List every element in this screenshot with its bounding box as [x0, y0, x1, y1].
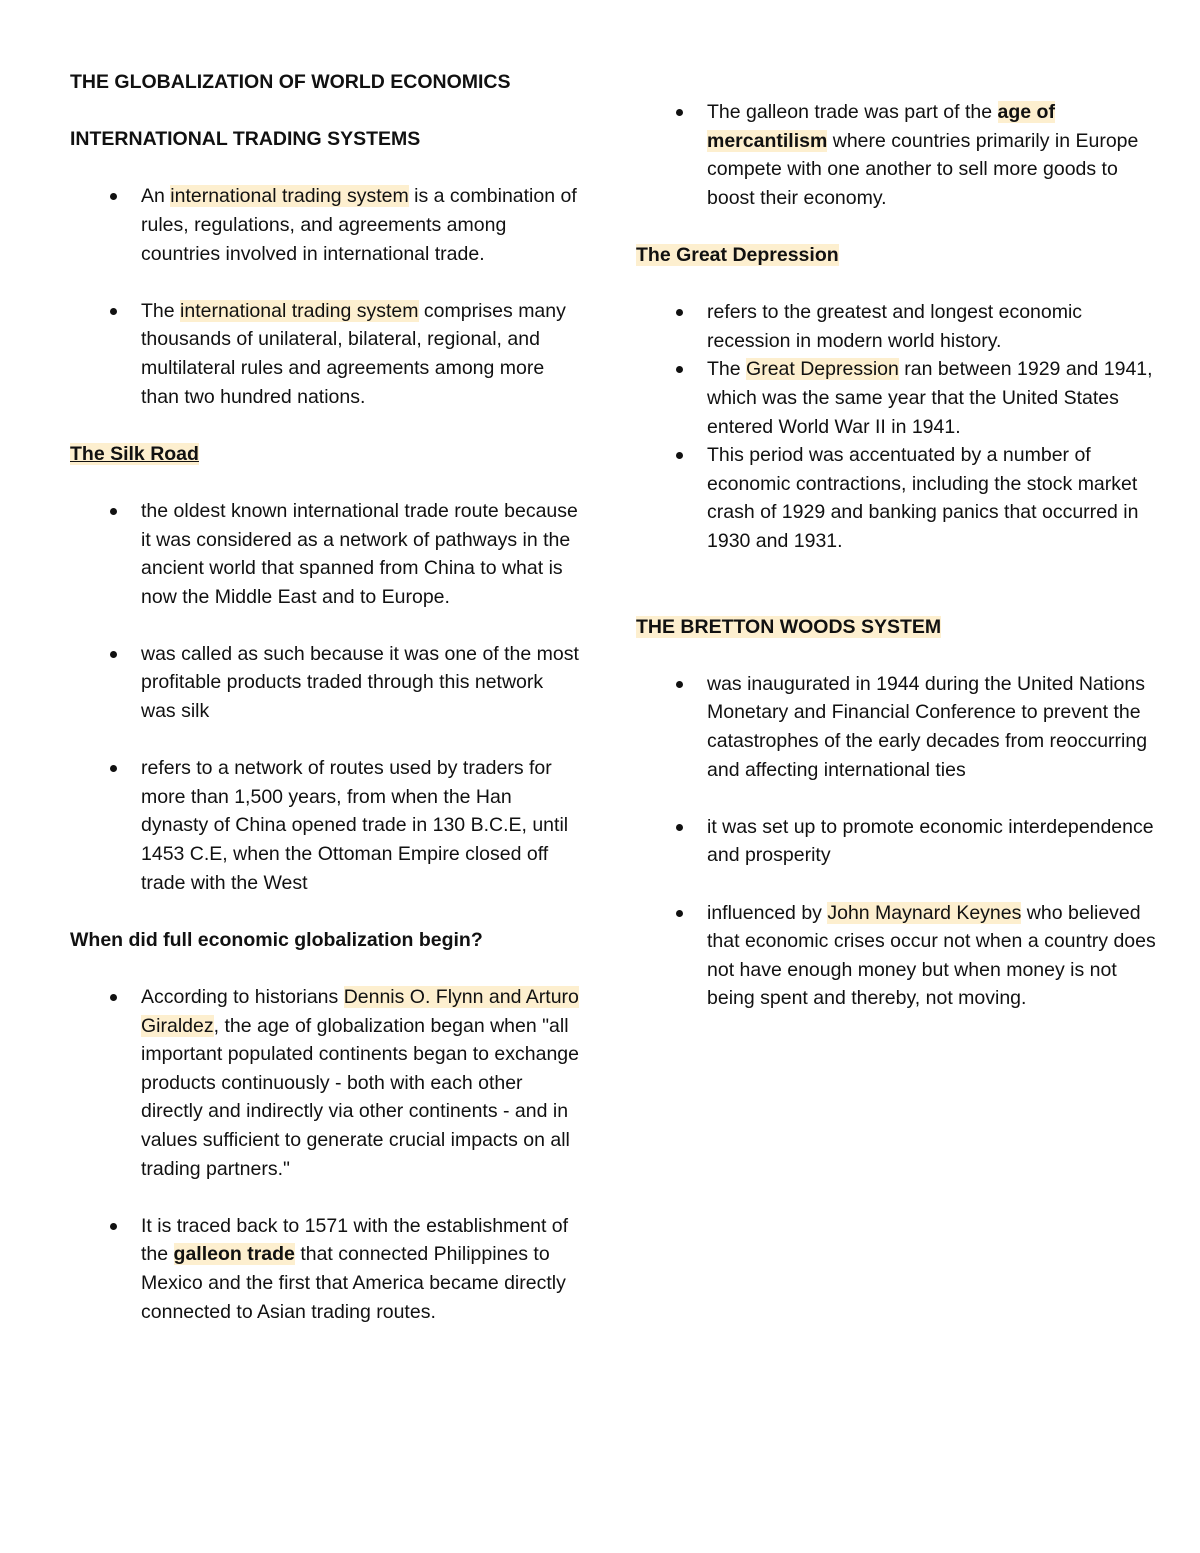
right-column — [636, 0, 1156, 1013]
highlight: international trading system — [180, 299, 419, 322]
silk-road-list — [70, 497, 580, 897]
its-list — [70, 182, 580, 411]
heading-international-trading-systems: INTERNATIONAL TRADING SYSTEMS — [70, 128, 421, 151]
heading-when-globalization: When did full economic globalization begin? — [70, 928, 483, 951]
heading-bretton-woods: THE BRETTON WOODS SYSTEM — [636, 615, 942, 638]
highlight: age of mercantilism — [707, 101, 1055, 152]
list-item: influenced by John Maynard Keynes who believed that economic crises occur not when a country does not have enough money but when money is not being spent and thereby, not moving. — [636, 899, 1156, 1013]
heading-silk-road: The Silk Road — [70, 442, 199, 465]
list-item: refers to a network of routes used by traders for more than 1,500 years, from when the Han dynasty of China opened trade in 130 B.C.E, until 1453 C.E, when the Ottoman Empire closed off trade with the West — [70, 754, 580, 897]
depression-list — [636, 298, 1156, 555]
list-item: The Great Depression ran between 1929 and 1941, which was the same year that the United States entered World War II in 1941. — [636, 355, 1156, 441]
list-item: According to historians Dennis O. Flynn and Arturo Giraldez, the age of globalization began when "all important populated continents began to exchange products continuously - both with each other directly and indirectly via other continents - and in values sufficient to generate crucial impacts on all trading partners." — [70, 983, 580, 1183]
document-title: THE GLOBALIZATION OF WORLD ECONOMICS — [70, 71, 511, 93]
highlight: international trading system — [170, 185, 409, 208]
list-item: the oldest known international trade route because it was considered as a network of pathways in the ancient world that spanned from China to what is now the Middle East and to Europe. — [70, 497, 580, 611]
list-item: was called as such because it was one of the most profitable products traded through this network was silk — [70, 640, 580, 726]
list-item: This period was accentuated by a number of economic contractions, including the stock market crash of 1929 and banking panics that occurred in 1930 and 1931. — [636, 441, 1156, 555]
list-item: It is traced back to 1571 with the establishment of the galleon trade that connected Philippines to Mexico and the first that America became directly connected to Asian trading routes. — [70, 1212, 580, 1326]
list-item: The international trading system comprises many thousands of unilateral, bilateral, regional, and multilateral rules and agreements among more than two hundred nations. — [70, 297, 580, 411]
list-item: it was set up to promote economic interdependence and prosperity — [636, 813, 1156, 870]
heading-great-depression: The Great Depression — [636, 243, 839, 266]
highlight: galleon trade — [173, 1243, 295, 1266]
left-column — [70, 0, 580, 1326]
list-item: was inaugurated in 1944 during the United Nations Monetary and Financial Conference to prevent the catastrophes of the early decades from reoccurring and affecting international ties — [636, 670, 1156, 784]
highlight: John Maynard Keynes — [827, 901, 1022, 924]
galleon-list — [636, 98, 1156, 212]
highlight: Dennis O. Flynn and Arturo Giraldez — [141, 986, 579, 1037]
highlight: Great Depression — [746, 358, 899, 381]
list-item: refers to the greatest and longest economic recession in modern world history. — [636, 298, 1156, 355]
list-item: The galleon trade was part of the age of mercantilism where countries primarily in Europe compete with one another to sell more goods to boost their economy. — [636, 98, 1156, 212]
list-item: An international trading system is a combination of rules, regulations, and agreements among countries involved in international trade. — [70, 182, 580, 268]
bretton-woods-list — [636, 670, 1156, 1013]
globalization-list — [70, 983, 580, 1326]
